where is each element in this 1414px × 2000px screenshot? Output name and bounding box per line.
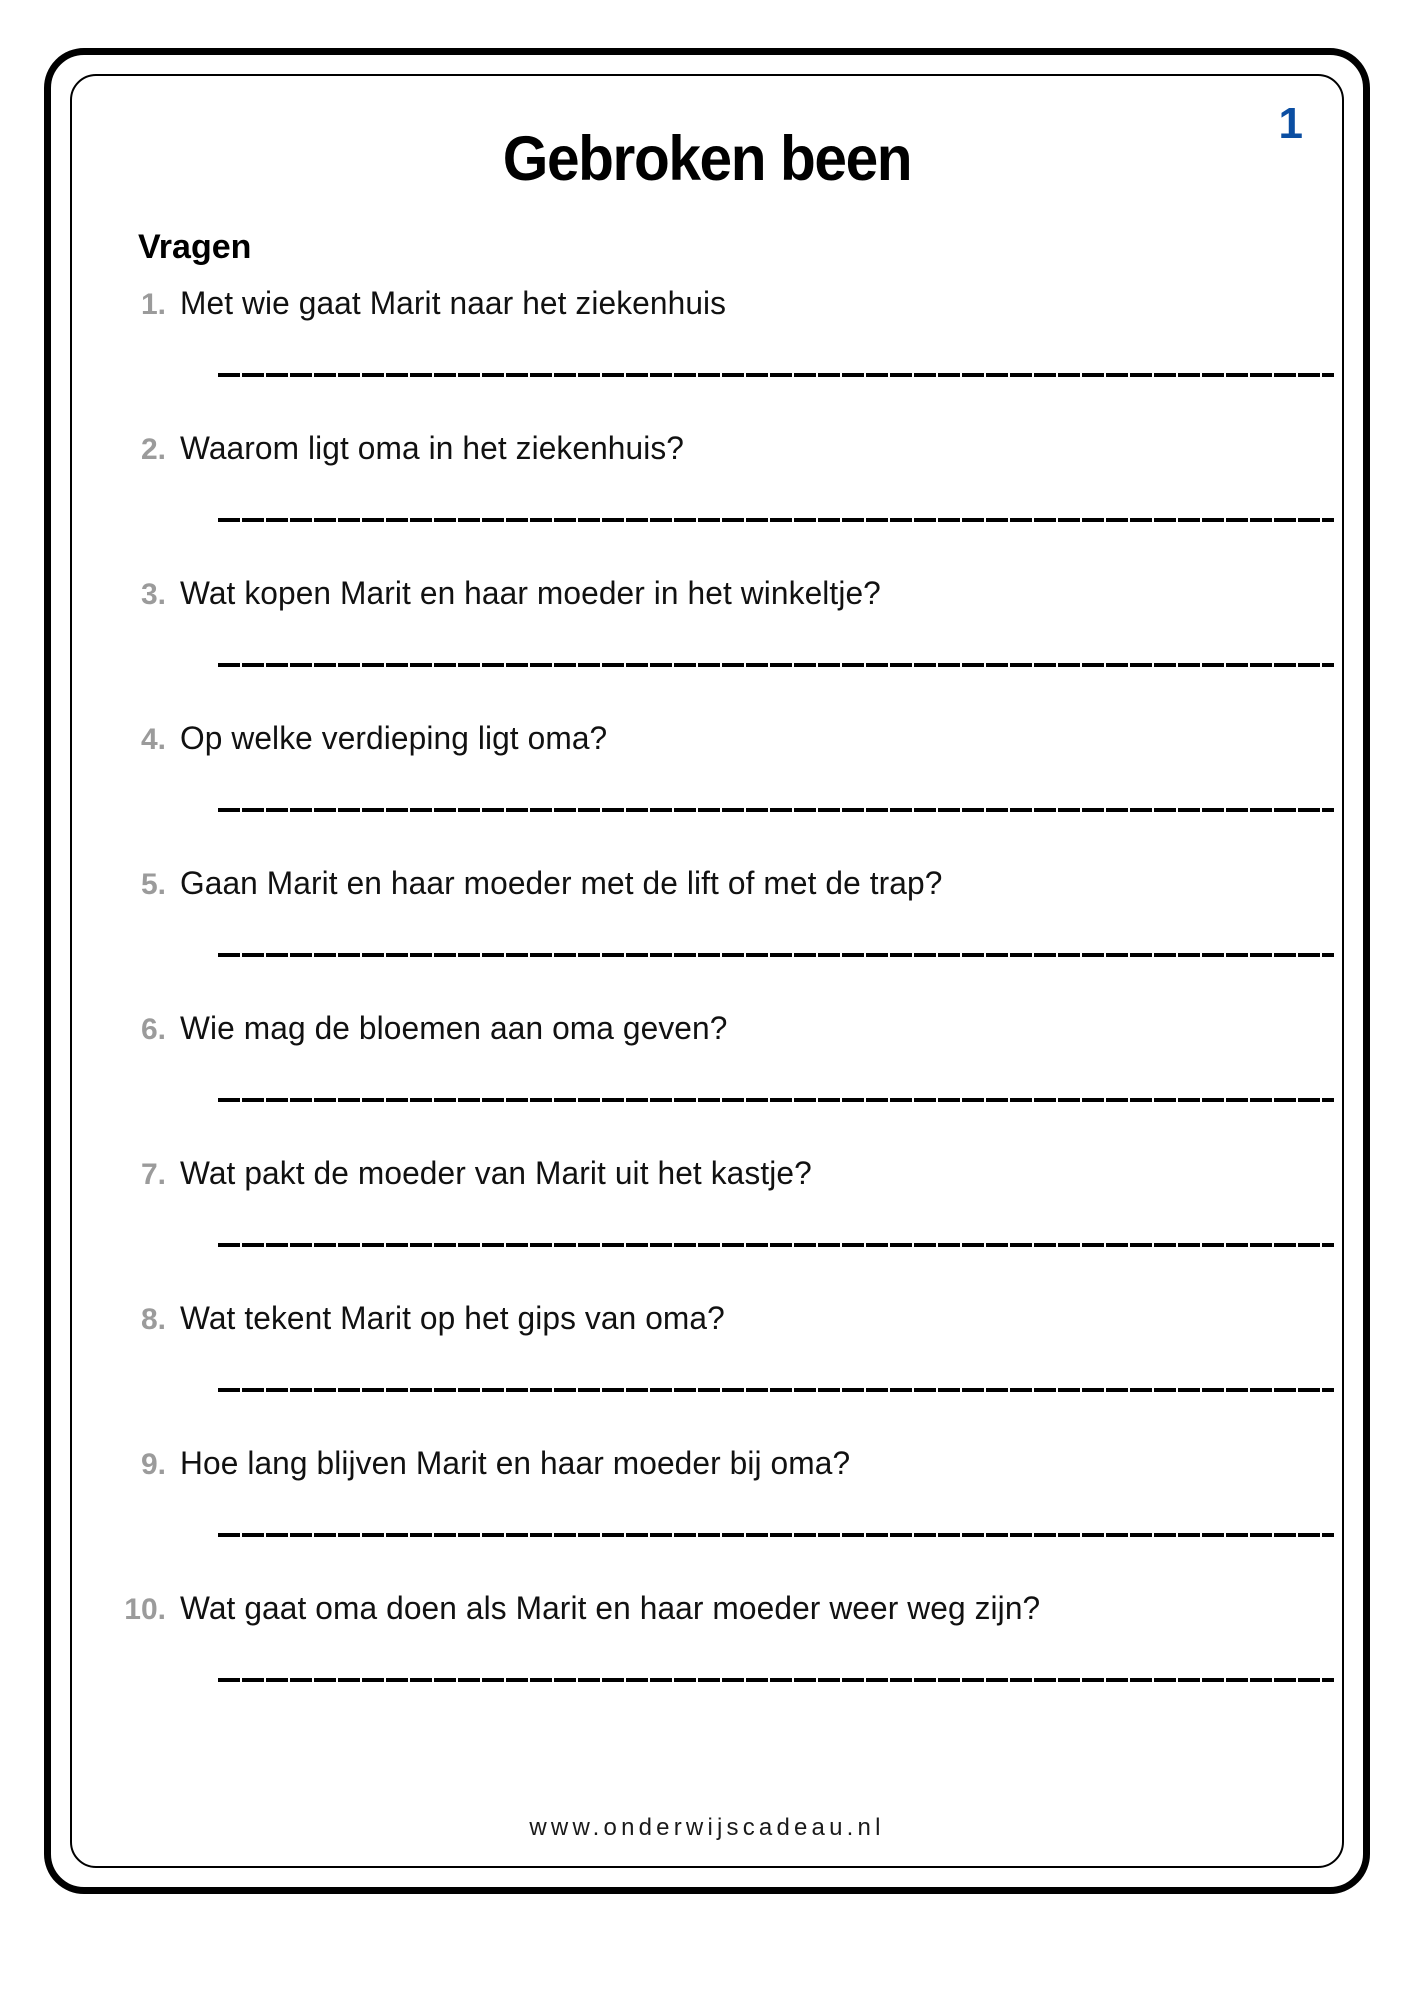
question-number: 4.: [140, 723, 166, 756]
question-number: 6.: [140, 1013, 166, 1046]
question-item: [70, 577, 1344, 722]
answer-line[interactable]: [218, 1533, 1334, 1537]
question-text: Wat tekent Marit op het gips van oma?: [180, 1300, 725, 1336]
question-item: [70, 1592, 1344, 1737]
answer-line[interactable]: [218, 518, 1334, 522]
question-item: [70, 1012, 1344, 1157]
question-row: [70, 867, 1344, 900]
question-row: [70, 1302, 1344, 1335]
question-text: Wat gaat oma doen als Marit en haar moeder weer weg zijn?: [180, 1590, 1041, 1626]
answer-line[interactable]: [218, 373, 1334, 377]
answer-line[interactable]: [218, 1678, 1334, 1682]
question-item: [70, 1447, 1344, 1592]
question-item: [70, 1157, 1344, 1302]
page-title: Gebroken been: [502, 124, 912, 194]
question-number: 5.: [140, 868, 166, 901]
question-number: 8.: [140, 1303, 166, 1336]
question-text: Met wie gaat Marit naar het ziekenhuis: [180, 285, 727, 321]
question-row: [70, 1012, 1344, 1045]
question-row: [70, 1157, 1344, 1190]
section-heading-vragen: Vragen: [138, 228, 252, 266]
answer-line[interactable]: [218, 1388, 1334, 1392]
question-item: [70, 432, 1344, 577]
question-item: [70, 722, 1344, 867]
question-item: [70, 867, 1344, 1012]
question-text: Wat pakt de moeder van Marit uit het kastje?: [180, 1155, 812, 1191]
question-row: [70, 287, 1344, 320]
footer-url: www.onderwijscadeau.nl: [529, 1814, 885, 1841]
answer-line[interactable]: [218, 663, 1334, 667]
question-number: 3.: [140, 578, 166, 611]
question-row: [70, 1447, 1344, 1480]
question-item: [70, 1302, 1344, 1447]
question-text: Hoe lang blijven Marit en haar moeder bij oma?: [180, 1445, 851, 1481]
answer-line[interactable]: [218, 1243, 1334, 1247]
question-text: Gaan Marit en haar moeder met de lift of met de trap?: [180, 865, 943, 901]
question-row: [70, 577, 1344, 610]
answer-line[interactable]: [218, 808, 1334, 812]
question-row: [70, 1592, 1344, 1625]
questions-list: [70, 287, 1344, 1737]
answer-line[interactable]: [218, 953, 1334, 957]
worksheet-content: [70, 74, 1344, 1868]
question-row: [70, 432, 1344, 465]
question-number: 7.: [140, 1158, 166, 1191]
question-text: Op welke verdieping ligt oma?: [180, 720, 608, 756]
question-text: Wat kopen Marit en haar moeder in het winkeltje?: [180, 575, 881, 611]
question-item: [70, 287, 1344, 432]
answer-line[interactable]: [218, 1098, 1334, 1102]
question-number: 2.: [140, 433, 166, 466]
question-row: [70, 722, 1344, 755]
question-number: 1.: [140, 288, 166, 321]
page-number: 1: [1278, 99, 1302, 148]
question-text: Wie mag de bloemen aan oma geven?: [180, 1010, 728, 1046]
question-number: 10.: [124, 1593, 166, 1626]
question-number: 9.: [140, 1448, 166, 1481]
question-text: Waarom ligt oma in het ziekenhuis?: [180, 430, 685, 466]
